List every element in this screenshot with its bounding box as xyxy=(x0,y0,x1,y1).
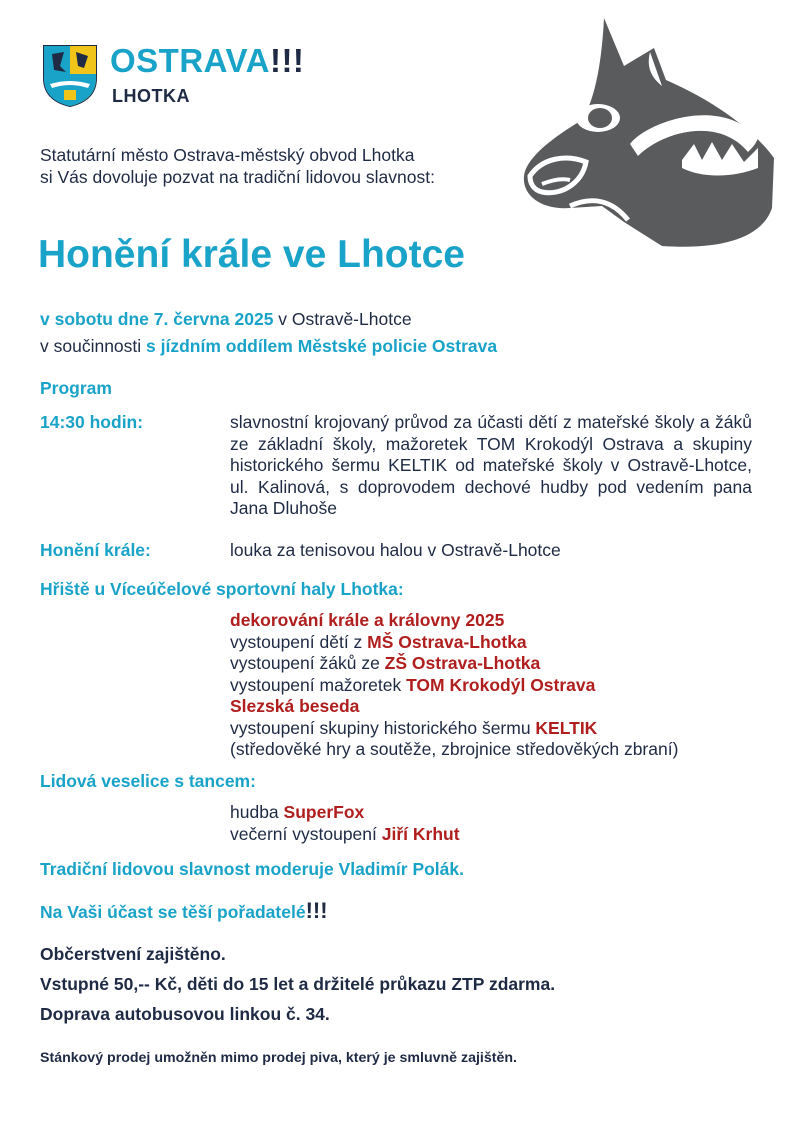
party-heading: Lidová veselice s tancem: xyxy=(40,771,256,791)
chase-description: louka za tenisovou halou v Ostravě-Lhotce xyxy=(230,540,561,560)
organizers-exclaim: !!! xyxy=(305,898,328,923)
logo-title xyxy=(110,42,304,80)
intro-line-1: Statutární město Ostrava-městský obvod Lhotka xyxy=(40,145,415,165)
event-title: Honění krále ve Lhotce xyxy=(38,233,465,276)
moderator-line: Tradiční lidovou slavnost moderuje Vladimír Polák. xyxy=(40,859,464,879)
logo-subtitle: LHOTKA xyxy=(112,86,190,106)
playground-list xyxy=(230,610,678,761)
horse-head-icon xyxy=(512,8,776,252)
refreshments-note: Občerstvení zajištěno. xyxy=(40,944,226,964)
date-line xyxy=(40,306,497,333)
list-item: večerní vystoupení Jiří Krhut xyxy=(230,823,460,844)
footnote: Stánkový prodej umožněn mimo prodej piva, který je smluvně zajištěn. xyxy=(40,1050,517,1066)
transport-note: Doprava autobusovou linkou č. 34. xyxy=(40,1004,330,1024)
logo-title-text: OSTRAVA xyxy=(110,42,270,79)
cooperation-prefix: v součinnosti xyxy=(40,336,147,356)
program-time-description: slavnostní krojovaný průvod za účasti dětí z mateřské školy a žáků ze základní školy, mažoretek TOM Krokodýl Ostrava a skupiny historického šermu KELTIK od mateřské školy v Ostravě-Lhotce, ul. Kalinová, s doprovodem dechové hudby pod vedením pana Jana Dluhoše xyxy=(230,412,752,518)
list-item: vystoupení žáků ze ZŠ Ostrava-Lhotka xyxy=(230,653,541,673)
list-item: dekorování krále a královny 2025 xyxy=(230,610,505,630)
admission-note: Vstupné 50,-- Kč, děti do 15 let a držitelé průkazu ZTP zdarma. xyxy=(40,974,556,994)
playground-heading: Hřiště u Víceúčelové sportovní haly Lhotka: xyxy=(40,579,404,599)
intro-line-2: si Vás dovoluje pozvat na tradiční lidovou slavnost: xyxy=(40,167,435,187)
event-date: v sobotu dne 7. června 2025 xyxy=(40,309,274,329)
organizers-line xyxy=(40,898,328,924)
list-item: (středověké hry a soutěže, zbrojnice středověkých zbraní) xyxy=(230,739,679,759)
invitation-intro xyxy=(40,144,435,188)
list-item: vystoupení skupiny historického šermu KELTIK xyxy=(230,717,598,738)
list-item: vystoupení dětí z MŠ Ostrava-Lhotka xyxy=(230,631,527,652)
list-item: Slezská beseda xyxy=(230,696,360,716)
list-item: vystoupení mažoretek TOM Krokodýl Ostrava xyxy=(230,674,596,695)
organizers-text: Na Vaši účast se těší pořadatelé xyxy=(40,902,306,922)
cooperation-line xyxy=(40,333,497,360)
ostrava-logo xyxy=(42,44,362,114)
list-item: hudba SuperFox xyxy=(230,802,365,822)
event-place: v Ostravě-Lhotce xyxy=(273,309,412,329)
date-block xyxy=(40,306,497,360)
cooperation-partner: s jízdním oddílem Městské policie Ostrava xyxy=(146,336,498,356)
program-time-label: 14:30 hodin: xyxy=(40,412,144,432)
party-list xyxy=(230,802,460,845)
program-heading: Program xyxy=(40,378,112,398)
logo-exclaim: !!! xyxy=(269,42,305,79)
coat-of-arms-icon xyxy=(42,44,98,108)
chase-label: Honění krále: xyxy=(40,540,151,560)
